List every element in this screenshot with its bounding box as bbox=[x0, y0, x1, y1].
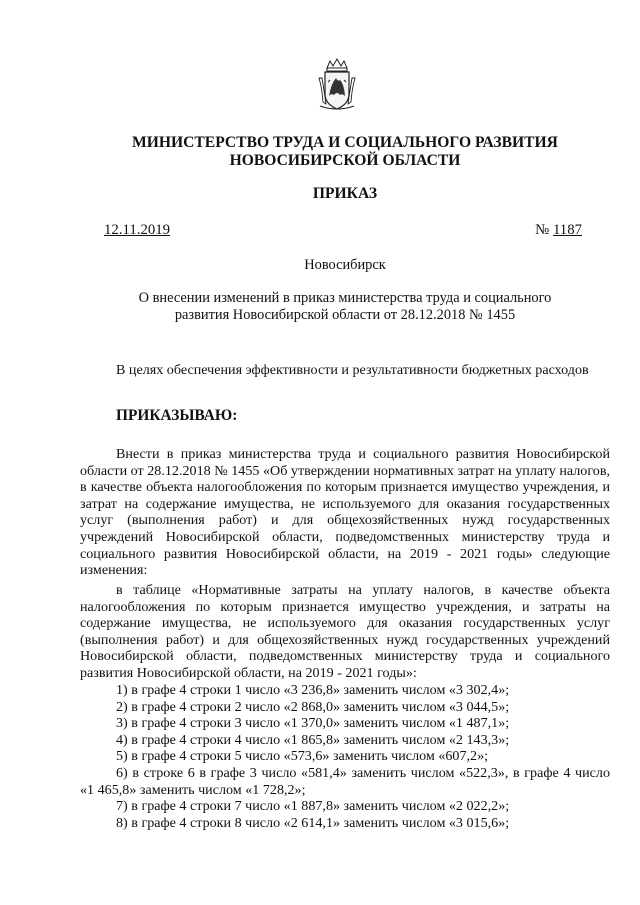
order-date: 12.11.2019 bbox=[104, 222, 171, 238]
list-item: 7) в графе 4 строки 7 число «1 887,8» заменить числом «2 022,2»; bbox=[116, 798, 510, 815]
ministry-line-1: МИНИСТЕРСТВО ТРУДА И СОЦИАЛЬНОГО РАЗВИТИЯ bbox=[132, 134, 558, 151]
list-item: 4) в графе 4 строки 4 число «1 865,8» заменить числом «2 143,3»; bbox=[116, 731, 510, 748]
order-number bbox=[535, 222, 582, 239]
table-reference-paragraph: в таблице «Нормативные затраты на уплату налогов, в качестве объекта налогообложения по которым признается имущество учреждения, и затраты на содержание имущества, не используемого для оказания государственных услуг (выполнения работ) и для общехозяйственных нужд государственных учреждений Новосибирской области, подведомственных министерству труда и социального развития Новосибирской области, на 2019 - 2021 годы»: bbox=[80, 582, 610, 681]
decree-word: ПРИКАЗЫВАЮ: bbox=[116, 407, 238, 424]
order-subject bbox=[80, 290, 610, 324]
list-item: 8) в графе 4 строки 8 число «2 614,1» заменить числом «3 015,6»; bbox=[116, 814, 510, 831]
purpose-paragraph: В целях обеспечения эффективности и результативности бюджетных расходов bbox=[116, 362, 589, 378]
ministry-name bbox=[80, 134, 610, 169]
list-item: 3) в графе 4 строки 3 число «1 370,0» заменить числом «1 487,1»; bbox=[116, 715, 510, 732]
issue-city: Новосибирск bbox=[304, 257, 386, 273]
list-item: 2) в графе 4 строки 2 число «2 868,0» заменить числом «3 044,5»; bbox=[116, 698, 510, 715]
list-item: 1) в графе 4 строки 1 число «3 236,8» заменить числом «3 302,4»; bbox=[116, 682, 510, 698]
main-paragraph: Внести в приказ министерства труда и социального развития Новосибирской области от 28.12.2018 № 1455 «Об утверждении нормативных затрат на уплату налогов, в качестве объекта налогообложения по которым признается имущество учреждения, и затрат на содержание имущества, не используемого для оказания государственных услуг (выполнения работ) и для общехозяйственных нужд государственных учреждений Новосибирской области, подведомственных министерству труда и социального развития Новосибирской области, на 2019 - 2021 годы» следующие изменения: bbox=[80, 446, 610, 579]
ministry-line-2: НОВОСИБИРСКОЙ ОБЛАСТИ bbox=[229, 151, 461, 169]
subject-line-2: развития Новосибирской области от 28.12.2018 № 1455 bbox=[174, 307, 516, 324]
order-number-value: 1187 bbox=[552, 222, 582, 238]
subject-line-1: О внесении изменений в приказ министерства труда и социального bbox=[138, 290, 552, 306]
list-item: 5) в графе 4 строки 5 число «573,6» заменить числом «607,2»; bbox=[116, 748, 489, 765]
amendment-list bbox=[80, 682, 610, 831]
document-type: ПРИКАЗ bbox=[312, 185, 378, 202]
list-item: 6) в строке 6 в графе 3 число «581,4» заменить числом «522,3», в графе 4 число «1 465,8» заменить числом «1 728,2»; bbox=[80, 764, 610, 798]
coat-of-arms-icon bbox=[316, 58, 358, 112]
order-number-prefix: № bbox=[535, 222, 553, 238]
